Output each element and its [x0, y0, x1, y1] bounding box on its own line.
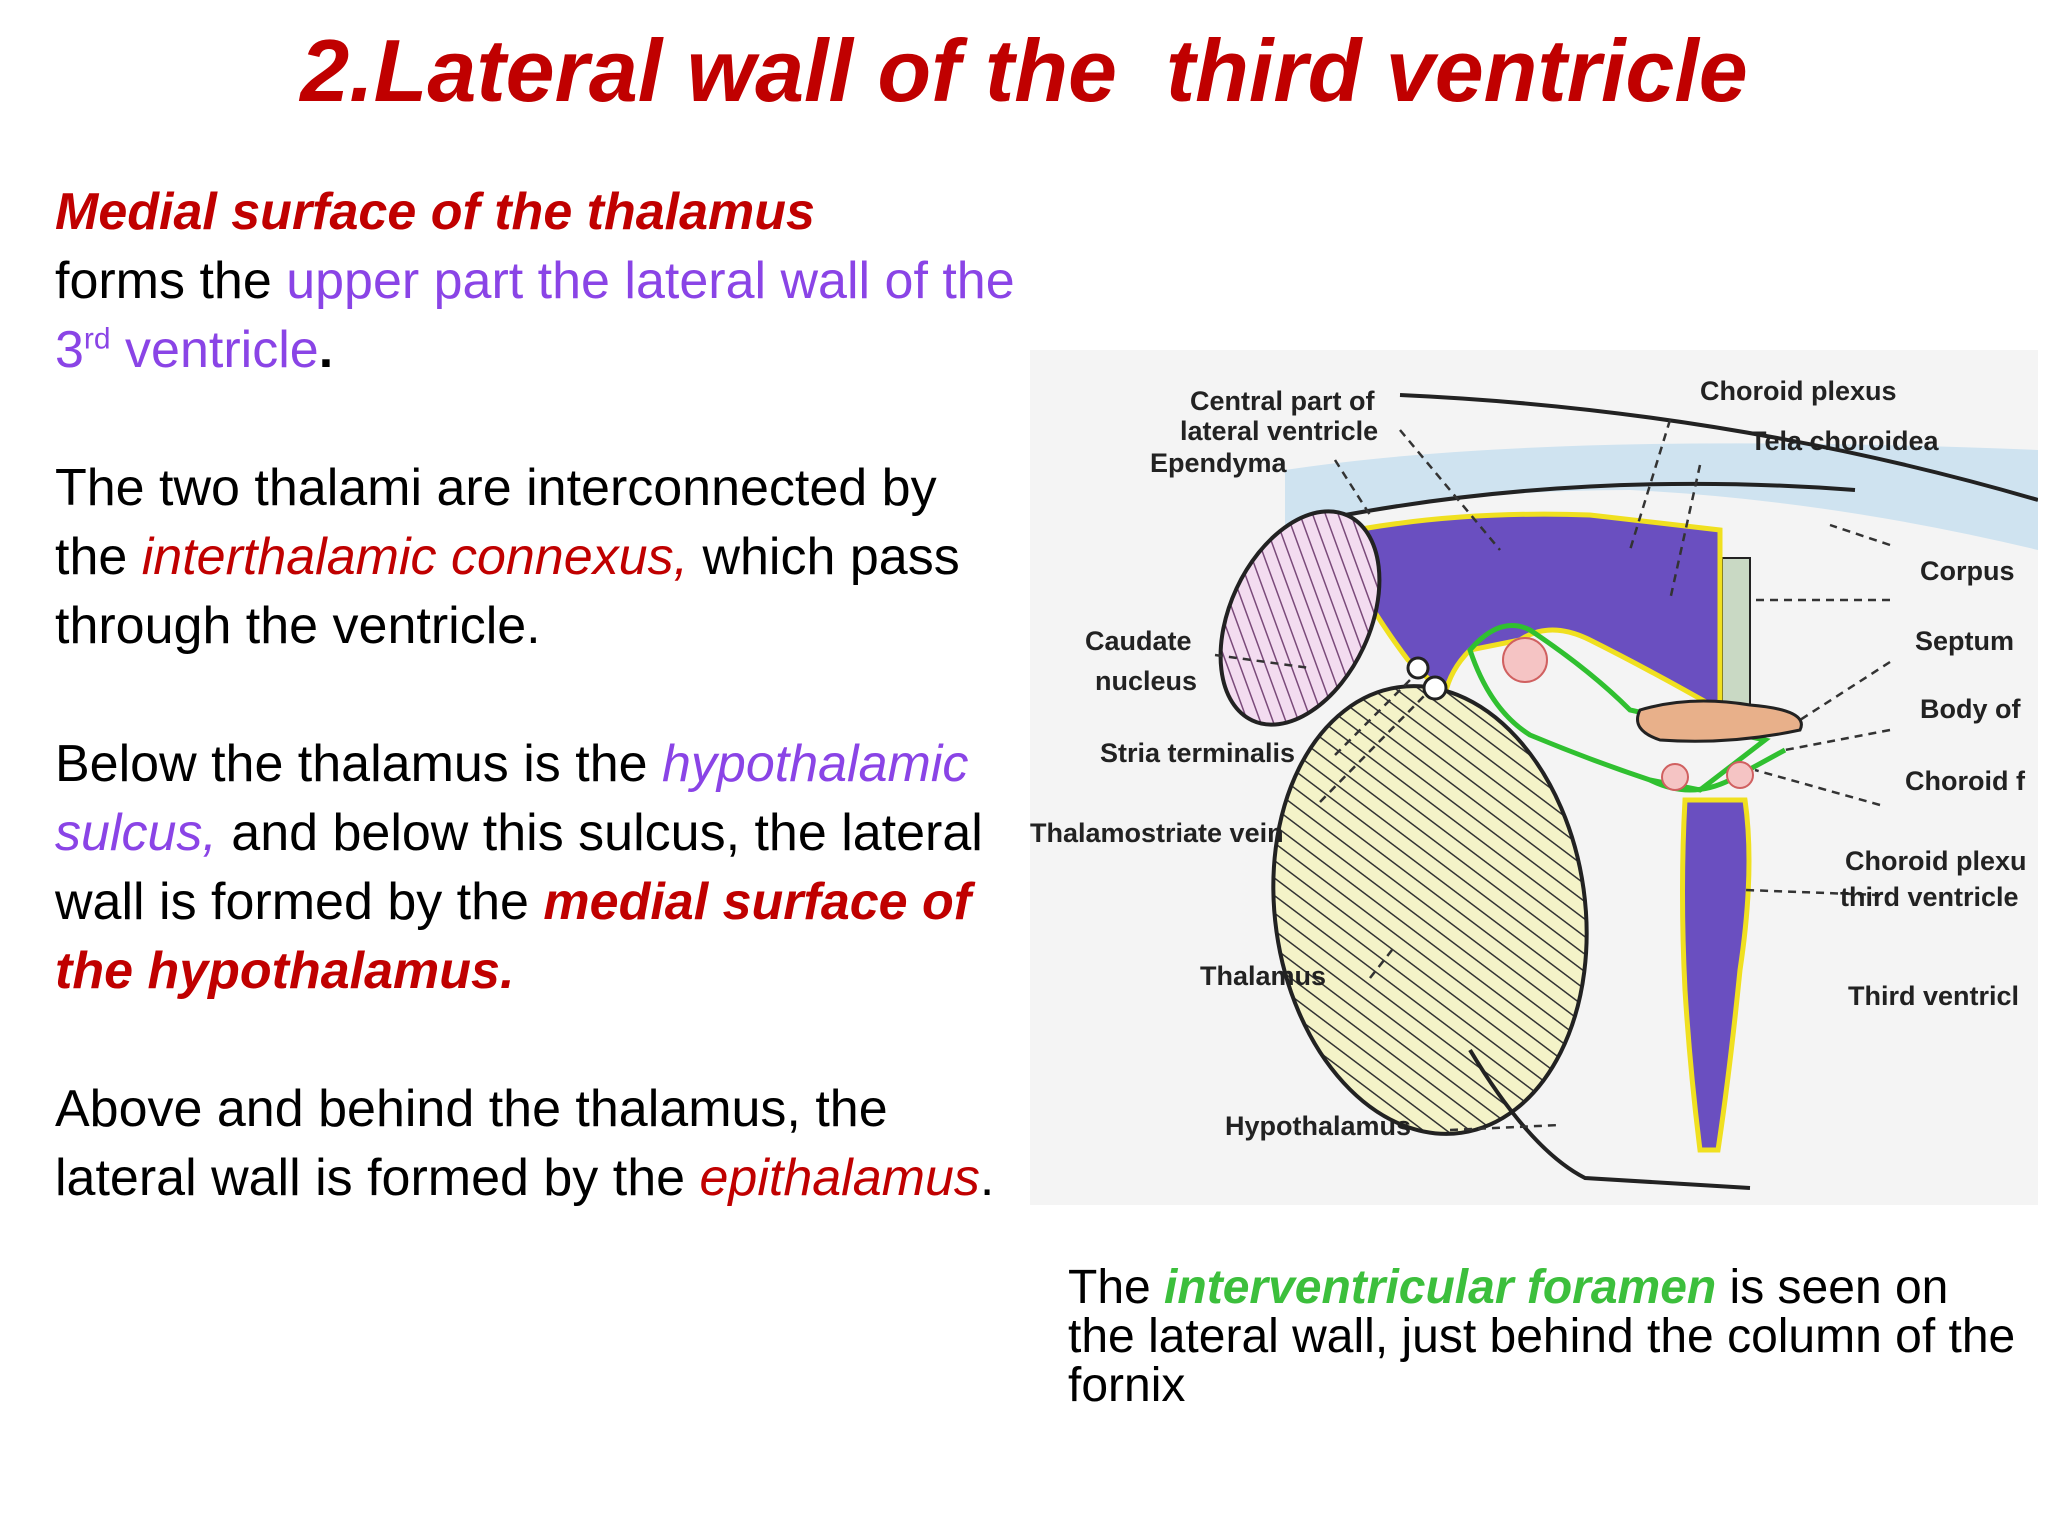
- third-ventricle-diagram: [1030, 350, 2038, 1205]
- slide-title: 2.Lateral wall of the third ventricle: [300, 21, 1748, 120]
- paragraph-interthalamic: [55, 454, 1015, 661]
- choroid-plexus-blob-2: [1662, 764, 1688, 790]
- text-period-2: .: [979, 1149, 995, 1207]
- caption-text-rest: is seen on the lateral wall, just behind the column of the fornix: [1068, 1261, 2016, 1412]
- text-forms-the: forms the: [55, 252, 287, 310]
- text-pass-through: which pass through the ventricle.: [55, 528, 960, 655]
- text-period: .: [318, 321, 334, 379]
- choroid-plexus-blob-3: [1727, 762, 1753, 788]
- label-caudate-2: nucleus: [1095, 666, 1198, 696]
- text-ventricle: ventricle: [110, 321, 319, 379]
- label-choroid-plexus-third-1: Choroid plexu: [1845, 846, 2027, 876]
- text-upper-part-lateral-wall: upper part the lateral wall of the 3: [55, 252, 1015, 379]
- stria-terminalis-dot: [1408, 658, 1428, 678]
- label-choroid-f: Choroid f: [1905, 766, 2025, 796]
- term-interventricular-foramen: interventricular foramen: [1164, 1261, 1717, 1314]
- label-thalamus: Thalamus: [1200, 961, 1327, 991]
- label-third-ventricle: Third ventricl: [1848, 981, 2020, 1011]
- label-central-part-1: Central part of: [1190, 386, 1375, 416]
- paragraph-epithalamus: [55, 1075, 1015, 1213]
- text-below-sulcus: and below this sulcus, the lateral wall is formed by the: [55, 804, 983, 931]
- choroid-plexus-blob-1: [1503, 638, 1547, 682]
- label-stria-terminalis: Stria terminalis: [1100, 738, 1296, 768]
- term-medial-surface-hypothalamus: medial surface of the hypothalamus.: [55, 873, 972, 1000]
- label-choroid-plexus-third-2: third ventricle: [1840, 882, 2019, 912]
- label-choroid-plexus: Choroid plexus: [1700, 376, 1897, 406]
- thalamostriate-vein-dot: [1424, 677, 1446, 699]
- term-medial-surface-thalamus: Medial surface of the thalamus: [55, 183, 815, 241]
- term-hypothalamic-sulcus: hypothalamic sulcus,: [55, 735, 969, 862]
- text-below-thalamus: Below the thalamus is the: [55, 735, 662, 793]
- text-two-thalami: The two thalami are interconnected by the: [55, 459, 937, 586]
- label-septum: Septum: [1915, 626, 2015, 656]
- label-hypothalamus: Hypothalamus: [1225, 1111, 1412, 1141]
- label-ependyma: Ependyma: [1150, 448, 1287, 478]
- left-text-block: [55, 178, 1015, 1282]
- caption: [1068, 1263, 2028, 1410]
- fornix-body-shape: [1638, 701, 1802, 741]
- paragraph-hypothalamus: [55, 730, 1015, 1006]
- term-interthalamic-connexus: interthalamic connexus,: [141, 528, 689, 586]
- label-tela-choroidea: Tela choroidea: [1750, 426, 1939, 456]
- term-epithalamus: epithalamus: [699, 1149, 980, 1207]
- paragraph-thalamus-medial: [55, 178, 1015, 385]
- label-central-part-2: lateral ventricle: [1180, 416, 1379, 446]
- superscript-rd: rd: [83, 322, 111, 356]
- text-above-behind: Above and behind the thalamus, the lateral wall is formed by the: [55, 1080, 888, 1207]
- caption-text-the: The: [1068, 1261, 1165, 1314]
- label-body-of: Body of: [1920, 694, 2021, 724]
- label-corpus: Corpus: [1920, 556, 2015, 586]
- thalamus-shape: [1245, 666, 1615, 1155]
- label-thalamostriate-vein: Thalamostriate vein: [1030, 818, 1284, 848]
- third-ventricle-shape: [1683, 800, 1750, 1150]
- label-caudate-1: Caudate: [1085, 626, 1192, 656]
